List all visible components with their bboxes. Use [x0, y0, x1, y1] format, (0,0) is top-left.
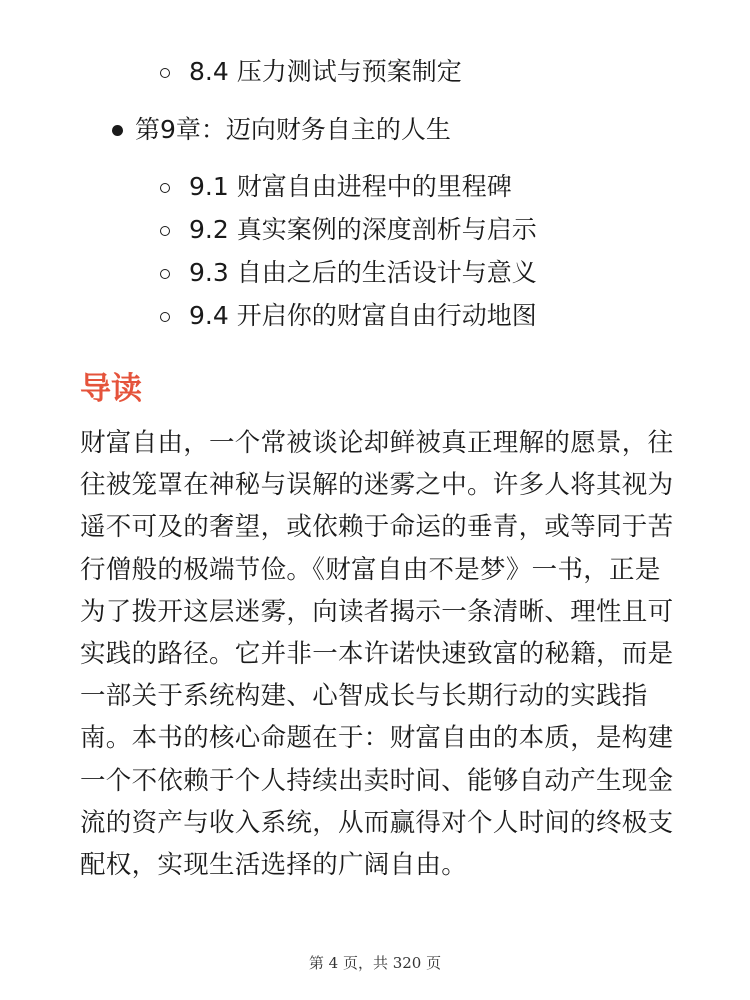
- hollow-circle-bullet-icon: [160, 68, 170, 78]
- page-number-footer: 第 4 页，共 320 页: [308, 954, 442, 972]
- hollow-circle-bullet-icon: [160, 269, 170, 279]
- hollow-circle-bullet-icon: [160, 226, 170, 236]
- toc-subitem-8-4: [160, 55, 462, 89]
- toc-subitem-9-2: [160, 213, 537, 247]
- toc-subitem-label: 9.1 财富自由进程中的里程碑: [189, 172, 512, 201]
- filled-circle-bullet-icon: [112, 125, 123, 136]
- toc-subitem-9-1: [160, 170, 512, 204]
- toc-chapter-9: [112, 113, 451, 147]
- toc-subitem-label: 9.4 开启你的财富自由行动地图: [189, 301, 537, 330]
- hollow-circle-bullet-icon: [160, 183, 170, 193]
- section-heading-intro: 导读: [80, 371, 142, 407]
- toc-subitem-label: 9.2 真实案例的深度剖析与启示: [189, 215, 537, 244]
- hollow-circle-bullet-icon: [160, 312, 170, 322]
- toc-chapter-label: 第9章：迈向财务自主的人生: [135, 115, 451, 144]
- intro-paragraph: 财富自由，一个常被谈论却鲜被真正理解的愿景，往往被笼罩在神秘与误解的迷雾之中。许多人将其视为遥不可及的奢望，或依赖于命运的垂青，或等同于苦行僧般的极端节俭。《财富自由不是梦》一书，正是为了拨开这层迷雾，向读者揭示一条清晰、理性且可实践的路径。它并非一本许诺快速致富的秘籍，而是一部关于系统构建、心智成长与长期行动的实践指南。本书的核心命题在于：财富自由的本质，是构建一个不依赖于个人持续出卖时间、能够自动产生现金流的资产与收入系统，从而赢得对个人时间的终极支配权，实现生活选择的广阔自由。: [80, 428, 674, 881]
- toc-subitem-label: 9.3 自由之后的生活设计与意义: [189, 258, 537, 287]
- toc-subitem-9-3: [160, 256, 537, 290]
- toc-subitem-9-4: [160, 299, 537, 333]
- toc-subitem-label: 8.4 压力测试与预案制定: [189, 57, 462, 86]
